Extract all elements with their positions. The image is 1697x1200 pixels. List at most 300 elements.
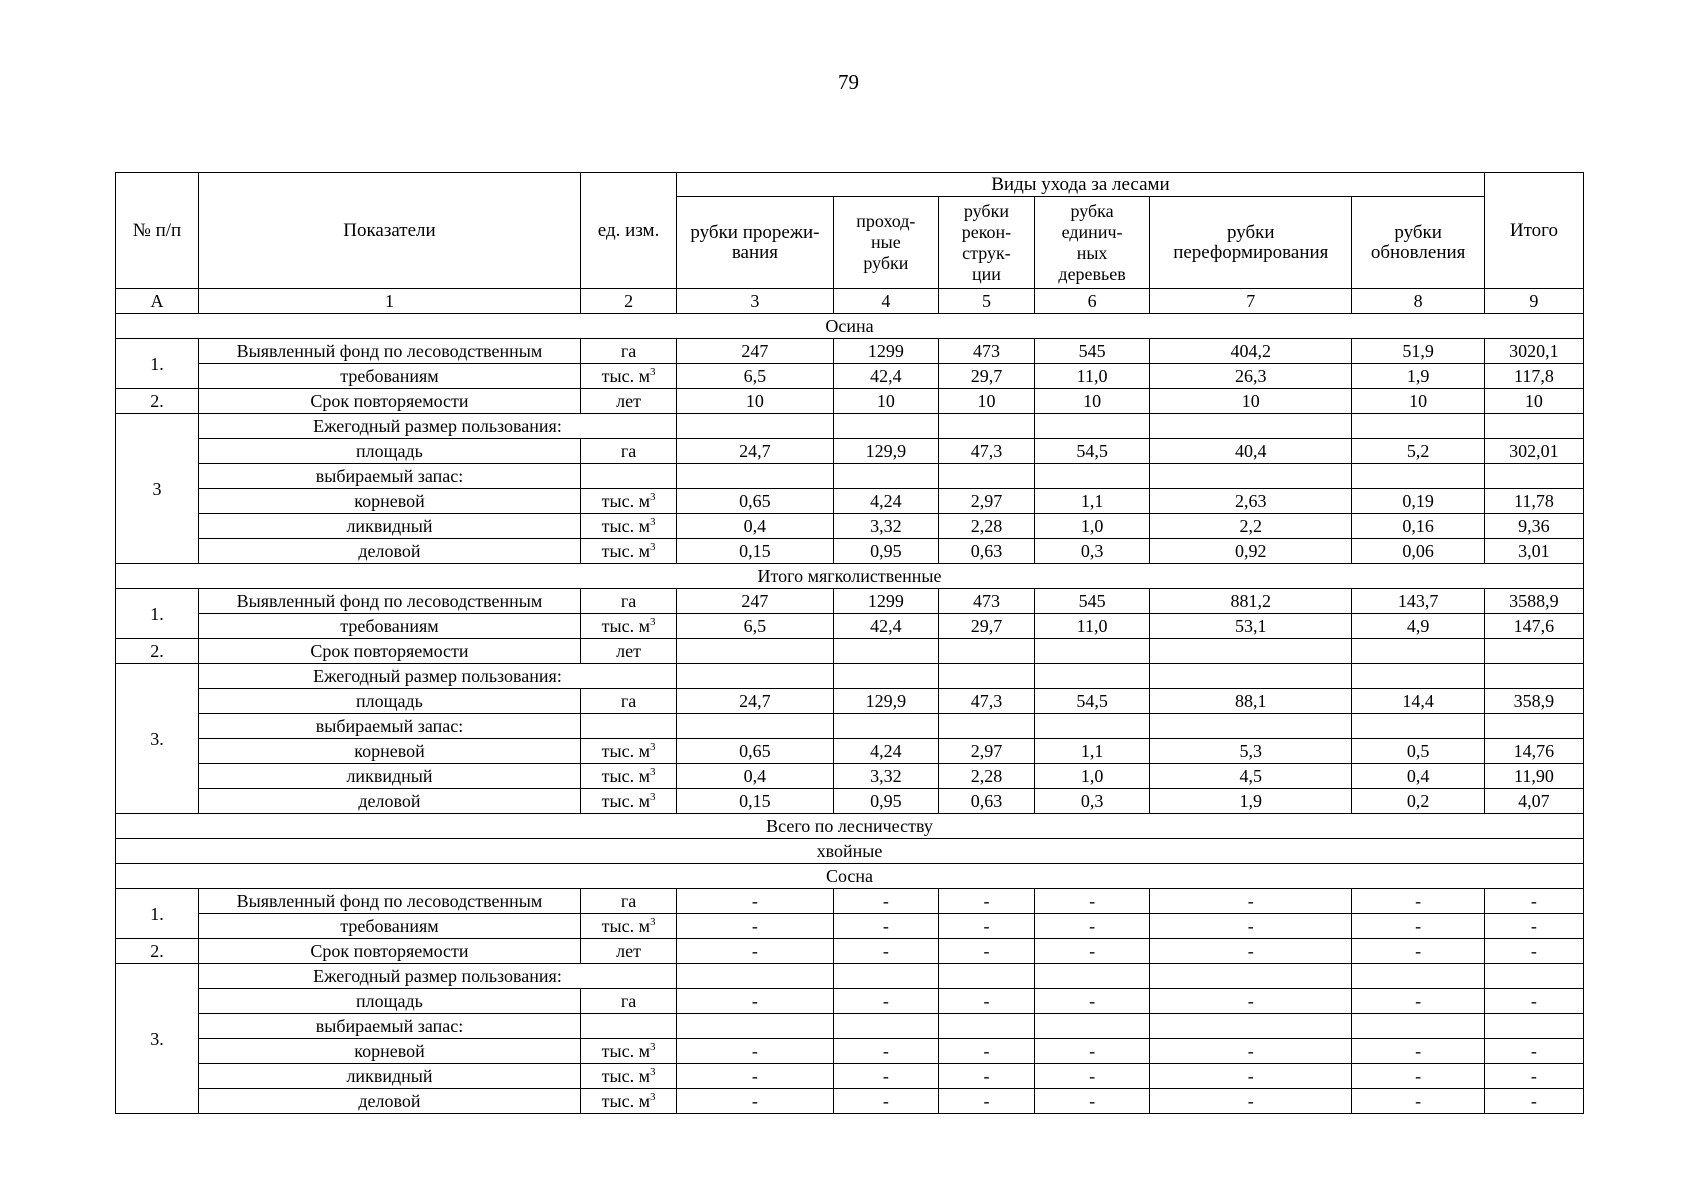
table-row xyxy=(116,514,1584,539)
row-label: Выявленный фонд по лесоводственным xyxy=(198,889,580,914)
section-title-soft: Итого мягколиственные xyxy=(116,564,1584,589)
cell xyxy=(938,639,1034,664)
table-row xyxy=(116,664,1584,689)
cell: 0,95 xyxy=(833,539,938,564)
row-label: ликвидный xyxy=(198,514,580,539)
row-unit: тыс. $м^3$ xyxy=(581,364,677,389)
row-label: деловой xyxy=(198,539,580,564)
row-unit: тыс. $м^3$ xyxy=(581,789,677,814)
cell: - xyxy=(1034,939,1149,964)
cell: 10 xyxy=(833,389,938,414)
cell: 4,24 xyxy=(833,739,938,764)
cell xyxy=(938,964,1034,989)
cell: - xyxy=(833,914,938,939)
row-unit: лет xyxy=(581,389,677,414)
cell: 0,19 xyxy=(1352,489,1484,514)
cell: - xyxy=(938,1089,1034,1114)
cell: 14,76 xyxy=(1484,739,1583,764)
cell: - xyxy=(938,1064,1034,1089)
row-label: выбираемый запас: xyxy=(198,1014,580,1039)
cell: 2,2 xyxy=(1150,514,1352,539)
cell: - xyxy=(677,1064,834,1089)
cell xyxy=(1352,964,1484,989)
row-unit: тыс. $м^3$ xyxy=(581,514,677,539)
cell: 0,4 xyxy=(677,514,834,539)
row-unit: га xyxy=(581,689,677,714)
cell: 2,97 xyxy=(938,489,1034,514)
cell: 247 xyxy=(677,589,834,614)
cell: 0,4 xyxy=(1352,764,1484,789)
cell: - xyxy=(1034,1089,1149,1114)
cell xyxy=(1352,714,1484,739)
cell: - xyxy=(1484,1089,1583,1114)
cell: 129,9 xyxy=(833,689,938,714)
row-label: площадь xyxy=(198,439,580,464)
cell xyxy=(1150,1014,1352,1039)
cell: 42,4 xyxy=(833,614,938,639)
table-row xyxy=(116,789,1584,814)
cell xyxy=(1484,964,1583,989)
numbering-cell: 5 xyxy=(938,289,1034,314)
row-unit: га xyxy=(581,439,677,464)
cell: - xyxy=(1034,914,1149,939)
table-row xyxy=(116,414,1584,439)
cell: - xyxy=(677,914,834,939)
cell xyxy=(1352,1014,1484,1039)
cell: 545 xyxy=(1034,589,1149,614)
row-label: требованиям xyxy=(198,614,580,639)
header-indicator: Показатели xyxy=(198,173,580,289)
cell: 1,9 xyxy=(1352,364,1484,389)
cell: 53,1 xyxy=(1150,614,1352,639)
cell: - xyxy=(833,1064,938,1089)
cell xyxy=(1484,639,1583,664)
cell xyxy=(1150,464,1352,489)
table-row xyxy=(116,1039,1584,1064)
cell: 10 xyxy=(1150,389,1352,414)
cell: 9,36 xyxy=(1484,514,1583,539)
row-unit: лет xyxy=(581,939,677,964)
numbering-cell: 7 xyxy=(1150,289,1352,314)
cell xyxy=(1352,639,1484,664)
cell: - xyxy=(677,1039,834,1064)
row-number: 3. xyxy=(116,664,199,814)
table-row xyxy=(116,939,1584,964)
cell: 51,9 xyxy=(1352,339,1484,364)
cell: 129,9 xyxy=(833,439,938,464)
cell xyxy=(1352,414,1484,439)
cell: - xyxy=(833,939,938,964)
row-unit: га xyxy=(581,339,677,364)
row-label: ликвидный xyxy=(198,1064,580,1089)
table-row xyxy=(116,364,1584,389)
cell: - xyxy=(1352,1089,1484,1114)
row-label: выбираемый запас: xyxy=(198,464,580,489)
cell: 11,0 xyxy=(1034,364,1149,389)
cell: 3020,1 xyxy=(1484,339,1583,364)
cell: 24,7 xyxy=(677,439,834,464)
cell: 1,1 xyxy=(1034,739,1149,764)
table-row xyxy=(116,714,1584,739)
cell: 11,90 xyxy=(1484,764,1583,789)
cell: - xyxy=(1150,889,1352,914)
cell: 4,5 xyxy=(1150,764,1352,789)
row-label: ликвидный xyxy=(198,764,580,789)
cell: 0,15 xyxy=(677,789,834,814)
table-row xyxy=(116,889,1584,914)
cell xyxy=(1034,714,1149,739)
cell: 3,32 xyxy=(833,514,938,539)
header-numbering-row xyxy=(116,289,1584,314)
cell: - xyxy=(938,989,1034,1014)
row-label: корневой xyxy=(198,489,580,514)
cell: 0,15 xyxy=(677,539,834,564)
table-row xyxy=(116,689,1584,714)
cell: - xyxy=(1150,939,1352,964)
section-title-osina: Осина xyxy=(116,314,1584,339)
numbering-cell: 3 xyxy=(677,289,834,314)
row-unit: га xyxy=(581,889,677,914)
numbering-cell: 6 xyxy=(1034,289,1149,314)
cell xyxy=(1034,1014,1149,1039)
row-unit: тыс. $м^3$ xyxy=(581,739,677,764)
table-row xyxy=(116,989,1584,1014)
cell: - xyxy=(1484,914,1583,939)
cell: 47,3 xyxy=(938,439,1034,464)
row-unit: тыс. $м^3$ xyxy=(581,764,677,789)
cell: 29,7 xyxy=(938,364,1034,389)
table-row xyxy=(116,539,1584,564)
numbering-cell: 9 xyxy=(1484,289,1583,314)
cell xyxy=(1484,1014,1583,1039)
row-number: 2. xyxy=(116,639,199,664)
table-row xyxy=(116,739,1584,764)
table-row xyxy=(116,1089,1584,1114)
cell: 47,3 xyxy=(938,689,1034,714)
cell xyxy=(1034,664,1149,689)
table-row xyxy=(116,764,1584,789)
section-title-conifer: хвойные xyxy=(116,839,1584,864)
cell: 0,06 xyxy=(1352,539,1484,564)
cell: 3,01 xyxy=(1484,539,1583,564)
header-type-reformation: рубки переформирования xyxy=(1150,197,1352,289)
row-label: Ежегодный размер пользования: xyxy=(198,664,676,689)
row-number: 3. xyxy=(116,964,199,1114)
cell: 1299 xyxy=(833,589,938,614)
table-row xyxy=(116,489,1584,514)
cell: 11,0 xyxy=(1034,614,1149,639)
cell xyxy=(938,714,1034,739)
row-number: 2. xyxy=(116,389,199,414)
cell xyxy=(1352,664,1484,689)
table-row xyxy=(116,914,1584,939)
table-row xyxy=(116,1064,1584,1089)
cell xyxy=(1484,414,1583,439)
cell: 4,07 xyxy=(1484,789,1583,814)
cell: 2,28 xyxy=(938,514,1034,539)
cell: 881,2 xyxy=(1150,589,1352,614)
row-label: корневой xyxy=(198,1039,580,1064)
table-row xyxy=(116,439,1584,464)
table-row xyxy=(116,1014,1584,1039)
cell: 0,5 xyxy=(1352,739,1484,764)
cell xyxy=(1352,464,1484,489)
row-unit: лет xyxy=(581,639,677,664)
row-label: требованиям xyxy=(198,914,580,939)
cell: - xyxy=(1150,1064,1352,1089)
cell: 1299 xyxy=(833,339,938,364)
row-unit: тыс. $м^3$ xyxy=(581,1039,677,1064)
table-row xyxy=(116,589,1584,614)
table-row xyxy=(116,964,1584,989)
cell xyxy=(833,964,938,989)
cell xyxy=(1034,414,1149,439)
cell xyxy=(1034,464,1149,489)
cell: 40,4 xyxy=(1150,439,1352,464)
cell: - xyxy=(1150,1039,1352,1064)
cell xyxy=(677,714,834,739)
cell: 5,3 xyxy=(1150,739,1352,764)
cell xyxy=(833,414,938,439)
row-label: площадь xyxy=(198,989,580,1014)
table-row xyxy=(116,339,1584,364)
cell xyxy=(833,664,938,689)
row-unit: тыс. $м^3$ xyxy=(581,1089,677,1114)
cell: - xyxy=(1034,1064,1149,1089)
row-label: Срок повторяемости xyxy=(198,389,580,414)
row-label: выбираемый запас: xyxy=(198,714,580,739)
cell: 5,2 xyxy=(1352,439,1484,464)
cell: 2,97 xyxy=(938,739,1034,764)
row-label: Выявленный фонд по лесоводственным xyxy=(198,339,580,364)
cell: 10 xyxy=(938,389,1034,414)
table-row xyxy=(116,639,1584,664)
cell: - xyxy=(1352,889,1484,914)
cell: - xyxy=(677,989,834,1014)
cell: - xyxy=(1352,939,1484,964)
cell: 0,3 xyxy=(1034,539,1149,564)
section-title-pine: Сосна xyxy=(116,864,1584,889)
cell: - xyxy=(938,914,1034,939)
cell: 358,9 xyxy=(1484,689,1583,714)
cell: 0,63 xyxy=(938,789,1034,814)
cell: 247 xyxy=(677,339,834,364)
cell xyxy=(938,1014,1034,1039)
row-label: Ежегодный размер пользования: xyxy=(198,414,676,439)
cell: - xyxy=(1484,989,1583,1014)
cell: - xyxy=(1150,914,1352,939)
cell: 0,3 xyxy=(1034,789,1149,814)
cell: - xyxy=(1352,989,1484,1014)
cell: - xyxy=(1352,1039,1484,1064)
numbering-cell: 4 xyxy=(833,289,938,314)
table-row xyxy=(116,464,1584,489)
cell xyxy=(1034,964,1149,989)
cell xyxy=(938,414,1034,439)
cell: 2,28 xyxy=(938,764,1034,789)
row-label: деловой xyxy=(198,789,580,814)
cell: - xyxy=(1484,1039,1583,1064)
cell xyxy=(938,664,1034,689)
cell: 1,1 xyxy=(1034,489,1149,514)
cell xyxy=(938,464,1034,489)
cell: - xyxy=(938,1039,1034,1064)
cell: 3588,9 xyxy=(1484,589,1583,614)
cell: 545 xyxy=(1034,339,1149,364)
cell: 143,7 xyxy=(1352,589,1484,614)
cell xyxy=(1484,464,1583,489)
header-type-thinning: рубки прорежи-вания xyxy=(677,197,834,289)
cell xyxy=(1150,964,1352,989)
header-unit: ед. изм. xyxy=(581,173,677,289)
cell: 4,9 xyxy=(1352,614,1484,639)
cell: - xyxy=(1352,914,1484,939)
cell: - xyxy=(677,889,834,914)
header-type-single-trees: рубка единич- ных деревьев xyxy=(1034,197,1149,289)
cell: 10 xyxy=(1034,389,1149,414)
row-label: Выявленный фонд по лесоводственным xyxy=(198,589,580,614)
cell: - xyxy=(938,939,1034,964)
cell: - xyxy=(677,939,834,964)
cell: - xyxy=(1034,1039,1149,1064)
cell xyxy=(1034,639,1149,664)
row-unit: тыс. $м^3$ xyxy=(581,1064,677,1089)
cell: 6,5 xyxy=(677,614,834,639)
cell xyxy=(677,639,834,664)
cell: 54,5 xyxy=(1034,439,1149,464)
row-label: корневой xyxy=(198,739,580,764)
row-unit: тыс. $м^3$ xyxy=(581,614,677,639)
cell: 54,5 xyxy=(1034,689,1149,714)
cell: 0,65 xyxy=(677,489,834,514)
cell: 473 xyxy=(938,589,1034,614)
cell: 42,4 xyxy=(833,364,938,389)
cell xyxy=(677,464,834,489)
row-number: 1. xyxy=(116,589,199,639)
cell: - xyxy=(833,889,938,914)
row-unit: га xyxy=(581,989,677,1014)
cell: 11,78 xyxy=(1484,489,1583,514)
table-row xyxy=(116,389,1584,414)
cell: 0,65 xyxy=(677,739,834,764)
cell: - xyxy=(1034,989,1149,1014)
table-row xyxy=(116,614,1584,639)
cell xyxy=(1484,664,1583,689)
row-unit xyxy=(581,714,677,739)
cell: 473 xyxy=(938,339,1034,364)
row-label: Срок повторяемости xyxy=(198,939,580,964)
row-number: 1. xyxy=(116,339,199,389)
cell: 6,5 xyxy=(677,364,834,389)
cell xyxy=(677,664,834,689)
cell: 29,7 xyxy=(938,614,1034,639)
row-unit: тыс. $м^3$ xyxy=(581,914,677,939)
cell: 10 xyxy=(677,389,834,414)
row-label: деловой xyxy=(198,1089,580,1114)
cell: 26,3 xyxy=(1150,364,1352,389)
cell: - xyxy=(677,1089,834,1114)
cell: 14,4 xyxy=(1352,689,1484,714)
cell: 0,16 xyxy=(1352,514,1484,539)
cell xyxy=(833,714,938,739)
row-label: Ежегодный размер пользования: xyxy=(198,964,676,989)
numbering-cell: А xyxy=(116,289,199,314)
cell: 2,63 xyxy=(1150,489,1352,514)
cell xyxy=(677,964,834,989)
cell: 0,4 xyxy=(677,764,834,789)
cell: - xyxy=(1484,889,1583,914)
cell: - xyxy=(1484,939,1583,964)
cell: 10 xyxy=(1484,389,1583,414)
cell: 117,8 xyxy=(1484,364,1583,389)
row-unit xyxy=(581,1014,677,1039)
cell: 88,1 xyxy=(1150,689,1352,714)
row-unit: га xyxy=(581,589,677,614)
cell xyxy=(1150,714,1352,739)
cell: 24,7 xyxy=(677,689,834,714)
cell: - xyxy=(1150,989,1352,1014)
cell: 0,2 xyxy=(1352,789,1484,814)
row-number: 2. xyxy=(116,939,199,964)
cell xyxy=(677,1014,834,1039)
cell xyxy=(677,414,834,439)
cell xyxy=(1150,664,1352,689)
cell: - xyxy=(833,989,938,1014)
cell: 1,9 xyxy=(1150,789,1352,814)
cell: 147,6 xyxy=(1484,614,1583,639)
cell: - xyxy=(938,889,1034,914)
cell: - xyxy=(1352,1064,1484,1089)
header-total: Итого xyxy=(1484,173,1583,289)
forest-care-table xyxy=(115,172,1584,1114)
row-label: Срок повторяемости xyxy=(198,639,580,664)
cell: 302,01 xyxy=(1484,439,1583,464)
header-group-title: Виды ухода за лесами xyxy=(677,173,1485,197)
cell: - xyxy=(1150,1089,1352,1114)
numbering-cell: 2 xyxy=(581,289,677,314)
cell: 1,0 xyxy=(1034,514,1149,539)
cell: 0,63 xyxy=(938,539,1034,564)
section-title-total: Всего по лесничеству xyxy=(116,814,1584,839)
row-label: площадь xyxy=(198,689,580,714)
header-type-passage: проход- ные рубки xyxy=(833,197,938,289)
cell: 0,95 xyxy=(833,789,938,814)
cell xyxy=(1150,639,1352,664)
cell xyxy=(1484,714,1583,739)
cell: - xyxy=(833,1089,938,1114)
cell: 0,92 xyxy=(1150,539,1352,564)
row-unit: тыс. $м^3$ xyxy=(581,489,677,514)
cell: 404,2 xyxy=(1150,339,1352,364)
row-unit xyxy=(581,464,677,489)
cell: 3,32 xyxy=(833,764,938,789)
row-label: требованиям xyxy=(198,364,580,389)
cell xyxy=(833,1014,938,1039)
numbering-cell: 8 xyxy=(1352,289,1484,314)
header-type-renewal: рубки обновления xyxy=(1352,197,1484,289)
cell: - xyxy=(833,1039,938,1064)
row-number: 1. xyxy=(116,889,199,939)
page-number: 79 xyxy=(838,70,859,94)
cell xyxy=(833,464,938,489)
cell: - xyxy=(1484,1064,1583,1089)
cell: 4,24 xyxy=(833,489,938,514)
header-type-reconstruction: рубки рекон- струк- ции xyxy=(938,197,1034,289)
cell: - xyxy=(1034,889,1149,914)
row-number: 3 xyxy=(116,414,199,564)
header-num: № п/п xyxy=(116,173,199,289)
row-unit: тыс. $м^3$ xyxy=(581,539,677,564)
